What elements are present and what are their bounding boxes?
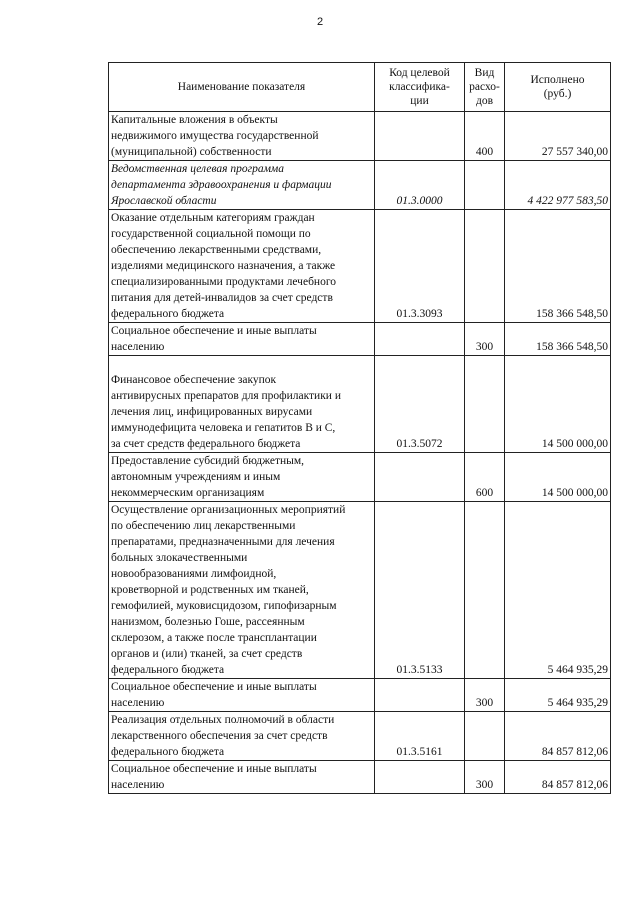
cell-indicator-name: Социальное обеспечение и иные выплаты населению [109,761,375,794]
cell-indicator-name: Предоставление субсидий бюджетным, автономным учреждениям и иным некоммерческим организациям [109,453,375,502]
header-expense-type: Вид расхо- дов [465,63,505,112]
cell-indicator-name: Реализация отдельных полномочий в области лекарственного обеспечения за счет средств федерального бюджета [109,712,375,761]
table-row [109,679,611,712]
cell-executed-amount: 4 422 977 583,50 [505,161,611,210]
cell-executed-amount: 5 464 935,29 [505,502,611,679]
cell-indicator-name: Ведомственная целевая программа департамента здравоохранения и фармации Ярославской области [109,161,375,210]
cell-executed-amount: 84 857 812,06 [505,712,611,761]
cell-target-code [375,323,465,356]
cell-indicator-name: Социальное обеспечение и иные выплаты населению [109,323,375,356]
cell-target-code: 01.3.5072 [375,356,465,453]
cell-expense-type [465,356,505,453]
header-executed-amount: Исполнено (руб.) [505,63,611,112]
cell-indicator-name: Капитальные вложения в объекты недвижимого имущества государственной (муниципальной) собственности [109,112,375,161]
table-row [109,502,611,679]
cell-target-code: 01.3.5133 [375,502,465,679]
cell-executed-amount: 5 464 935,29 [505,679,611,712]
cell-executed-amount: 27 557 340,00 [505,112,611,161]
cell-expense-type [465,161,505,210]
cell-expense-type: 400 [465,112,505,161]
cell-indicator-name: Финансовое обеспечение закупок антивирусных препаратов для профилактики и лечения лиц, инфицированных вирусами иммунодефицита человека и гепатитов В и С, за счет средств федерального бюджета [109,356,375,453]
table-row [109,453,611,502]
header-target-code: Код целевой классифика- ции [375,63,465,112]
cell-expense-type [465,210,505,323]
page-number: 2 [316,16,324,28]
cell-expense-type [465,502,505,679]
cell-indicator-name: Социальное обеспечение и иные выплаты населению [109,679,375,712]
table-row [109,761,611,794]
cell-target-code: 01.3.3093 [375,210,465,323]
table-row [109,356,611,453]
cell-executed-amount: 14 500 000,00 [505,453,611,502]
header-indicator-name: Наименование показателя [109,63,375,112]
cell-expense-type: 300 [465,323,505,356]
cell-executed-amount: 158 366 548,50 [505,323,611,356]
cell-target-code [375,453,465,502]
cell-target-code [375,679,465,712]
cell-executed-amount: 84 857 812,06 [505,761,611,794]
cell-target-code [375,112,465,161]
table-row [109,161,611,210]
table-row [109,712,611,761]
cell-expense-type: 300 [465,761,505,794]
table-row [109,210,611,323]
cell-executed-amount: 14 500 000,00 [505,356,611,453]
cell-target-code: 01.3.0000 [375,161,465,210]
cell-expense-type [465,712,505,761]
cell-target-code [375,761,465,794]
cell-executed-amount: 158 366 548,50 [505,210,611,323]
cell-indicator-name: Оказание отдельным категориям граждан государственной социальной помощи по обеспечению лекарственными средствами, изделиями медицинского назначения, а также специализированными продуктами лечебного питания для детей-инвалидов за счет средств федерального бюджета [109,210,375,323]
budget-table [108,62,611,794]
cell-indicator-name: Осуществление организационных мероприятий по обеспечению лиц лекарственными препаратами, предназначенными для лечения больных злокачественными новообразованиями лимфоидной, кроветворной и родственных им тканей, гемофилией, муковисцидозом, гипофизарным нанизмом, болезнью Гоше, рассеянным склерозом, а также после трансплантации органов и (или) тканей, за счет средств федерального бюджета [109,502,375,679]
table-header-row [109,63,611,112]
cell-expense-type: 300 [465,679,505,712]
cell-target-code: 01.3.5161 [375,712,465,761]
cell-expense-type: 600 [465,453,505,502]
table-row [109,323,611,356]
table-row [109,112,611,161]
